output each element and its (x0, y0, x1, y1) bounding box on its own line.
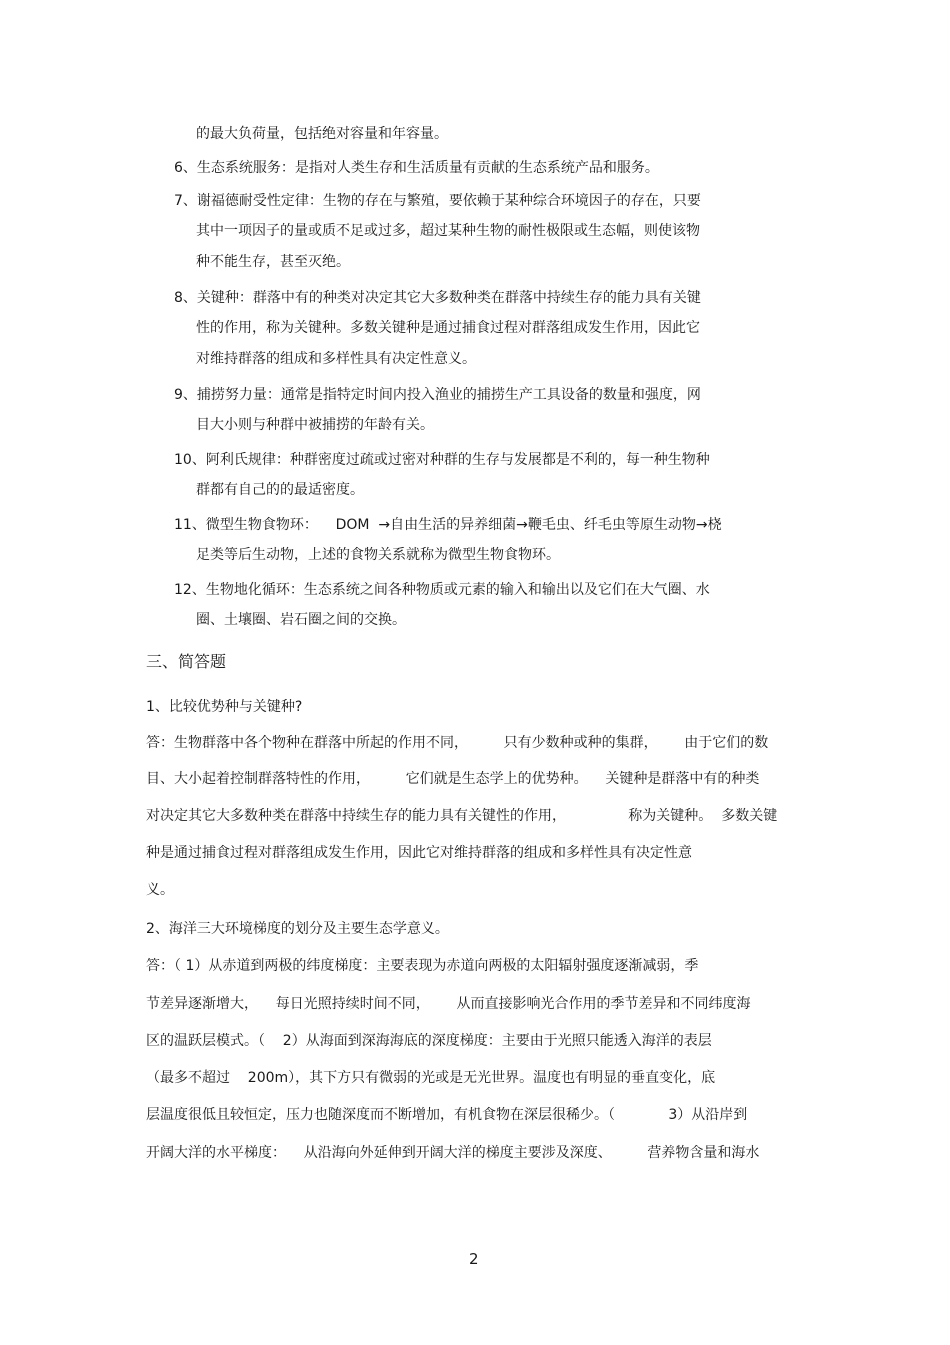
answer-2-line-2: 节差异逐渐增大， 每日光照持续时间不同， 从而直接影响光合作用的季节差异和不同纬度海 (146, 996, 751, 1012)
question-1: 1、比较优势种与关键种? (146, 699, 303, 715)
definition-10-line-2: 群都有自己的的最适密度。 (196, 482, 364, 498)
section-heading: 三、简答题 (146, 652, 227, 671)
answer-1-line-4: 种是通过捕食过程对群落组成发生作用，因此它对维持群落的组成和多样性具有决定性意 (146, 845, 692, 861)
definition-7-line-3: 种不能生存，甚至灭绝。 (196, 254, 350, 270)
answer-2-line-5: 层温度很低且较恒定，压力也随深度而不断增加，有机食物在深层很稀少。（ 3）从沿岸到 (146, 1107, 748, 1123)
answer-1-line-2: 目、大小起着控制群落特性的作用， 它们就是生态学上的优势种。 关键种是群落中有的种类 (146, 771, 760, 787)
answer-1-line-5: 义。 (146, 882, 174, 898)
answer-2-line-4: （最多不超过 200m），其下方只有微弱的光或是无光世界。温度也有明显的垂直变化，底 (146, 1070, 716, 1086)
definition-12-line-1: 12、生物地化循环：生态系统之间各种物质或元素的输入和输出以及它们在大气圈、水 (174, 582, 710, 598)
answer-2-line-6: 开阔大洋的水平梯度： 从沿海向外延伸到开阔大洋的梯度主要涉及深度、 营养物含量和海水 (146, 1145, 760, 1161)
definition-7-line-1: 7、谢福德耐受性定律：生物的存在与繁殖，要依赖于某种综合环境因子的存在，只要 (174, 193, 701, 209)
definition-11-line-2: 足类等后生动物，上述的食物关系就称为微型生物食物环。 (196, 547, 560, 563)
answer-2-line-3: 区的温跃层模式。（ 2）从海面到深海海底的深度梯度：主要由于光照只能透入海洋的表层 (146, 1033, 712, 1049)
definition-12-line-2: 圈、土壤圈、岩石圈之间的交换。 (196, 612, 406, 628)
definition-11-line-1: 11、微型生物食物环： DOM →自由生活的异养细菌→鞭毛虫、纤毛虫等原生动物→桡 (174, 517, 722, 533)
answer-1-line-1: 答：生物群落中各个物种在群落中所起的作用不同， 只有少数种或种的集群， 由于它们的数 (146, 735, 769, 751)
definition-7-line-2: 其中一项因子的量或质不足或过多，超过某种生物的耐性极限或生态幅，则使该物 (196, 223, 700, 239)
definition-10-line-1: 10、阿利氏规律：种群密度过疏或过密对种群的生存与发展都是不利的，每一种生物种 (174, 452, 710, 468)
definition-8-line-1: 8、关键种：群落中有的种类对决定其它大多数种类在群落中持续生存的能力具有关键 (174, 290, 701, 306)
answer-1-line-3: 对决定其它大多数种类在群落中持续生存的能力具有关键性的作用， 称为关键种。 多数关键 (146, 808, 778, 824)
definition-5-continuation: 的最大负荷量，包括绝对容量和年容量。 (196, 126, 448, 142)
answer-2-line-1: 答：（ 1）从赤道到两极的纬度梯度：主要表现为赤道向两极的太阳辐射强度逐渐减弱，季 (146, 958, 699, 974)
definition-8-line-3: 对维持群落的组成和多样性具有决定性意义。 (196, 351, 476, 367)
definition-9-line-2: 目大小则与种群中被捕捞的年龄有关。 (196, 417, 434, 433)
definition-9-line-1: 9、捕捞努力量：通常是指特定时间内投入渔业的捕捞生产工具设备的数量和强度，网 (174, 387, 701, 403)
page-number: 2 (469, 1250, 479, 1268)
question-2: 2、海洋三大环境梯度的划分及主要生态学意义。 (146, 921, 449, 937)
definition-6: 6、生态系统服务：是指对人类生存和生活质量有贡献的生态系统产品和服务。 (174, 160, 659, 176)
definition-8-line-2: 性的作用，称为关键种。多数关键种是通过捕食过程对群落组成发生作用，因此它 (196, 320, 700, 336)
